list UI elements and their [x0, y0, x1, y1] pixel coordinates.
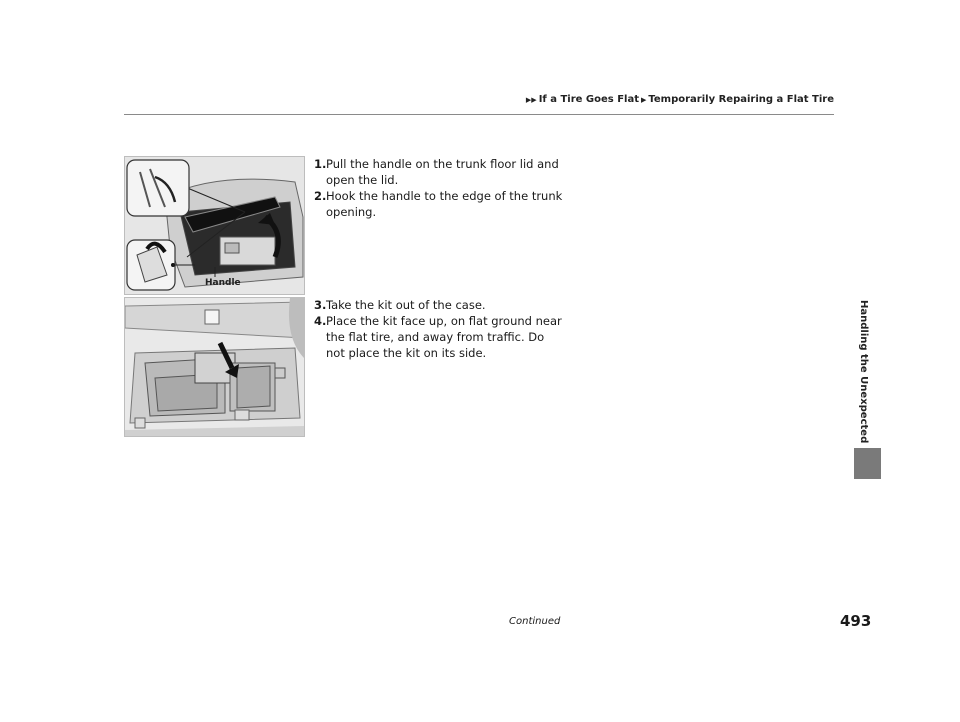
step-number: 4. [314, 314, 327, 328]
handle-callout-label: Handle [205, 278, 241, 288]
steps-group-1 [314, 156, 564, 220]
step-2 [314, 188, 564, 220]
breadcrumb-section: If a Tire Goes Flat [538, 94, 640, 105]
breadcrumb [526, 94, 834, 105]
trunk-lid-drawing [125, 157, 304, 294]
trunk-lid-illustration [124, 156, 305, 295]
step-1 [314, 156, 564, 188]
header-rule [124, 114, 834, 115]
kit-case-illustration [124, 297, 305, 437]
continued-label: Continued [509, 616, 561, 627]
breadcrumb-arrow-icon: ▶▶ [525, 95, 537, 104]
step-4 [314, 313, 564, 361]
side-tab-label: Handling the Unexpected [858, 300, 869, 444]
step-text: Hook the handle to the edge of the trunk opening. [326, 189, 563, 219]
page-number: 493 [840, 612, 872, 630]
step-text: Place the kit face up, on flat ground near the flat tire, and away from traffic. Do not place the kit on its side. [326, 314, 562, 360]
step-number: 3. [314, 298, 327, 312]
kit-case-drawing [125, 298, 304, 436]
step-number: 1. [314, 157, 327, 171]
step-text: Take the kit out of the case. [326, 298, 486, 312]
step-number: 2. [314, 189, 327, 203]
side-tab-marker [854, 448, 881, 479]
step-3 [314, 297, 564, 313]
breadcrumb-subsection: Temporarily Repairing a Flat Tire [648, 94, 834, 105]
breadcrumb-arrow-icon: ▶ [641, 95, 647, 104]
step-text: Pull the handle on the trunk floor lid and open the lid. [326, 157, 559, 187]
steps-group-2 [314, 297, 564, 361]
